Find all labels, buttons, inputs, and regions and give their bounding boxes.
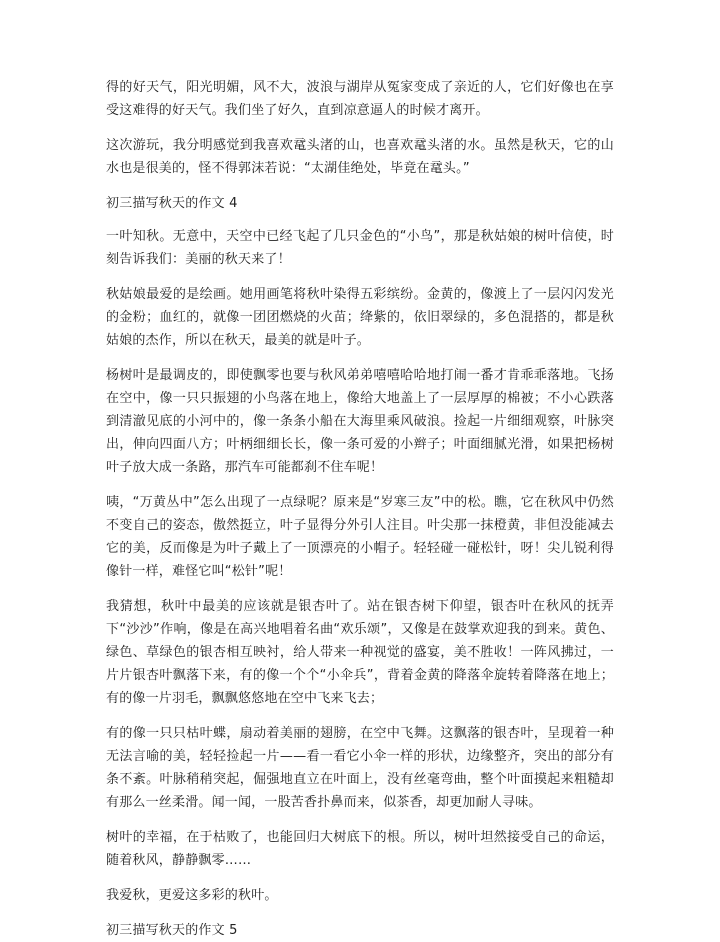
paragraph-lake-weather: 得的好天气，阳光明媚，风不大，波浪与湖岸从冤家变成了亲近的人，它们好像也在享受这难得的好天气。我们坐了好久，直到凉意逼人的时候才离开。 (106, 80, 614, 118)
paragraph-pine-needle: 咦，“万黄丛中”怎么出现了一点绿呢？原来是“岁寒三友”中的松。瞧，它在秋风中仍然不变自己的姿态，傲然挺立，叶子显得分外引人注目。叶尖那一抹橙黄，非但没能减去它的美，反而像是为叶子戴上了一顶漂亮的小帽子。轻轻碰一碰松针，呀！尖儿锐利得像针一样，难怪它叫“松针”呢！ (106, 495, 614, 579)
section-heading-essay-5: 初三描写秋天的作文 5 (106, 923, 238, 938)
paragraph-poplar-leaf: 杨树叶是最调皮的，即使飘零也要与秋风弟弟嘻嘻哈哈地打闹一番才肯乖乖落地。飞扬在空中，像一只只振翅的小鸟落在地上，像给大地盖上了一层厚厚的棉被；不小心跌落到清澈见底的小河中的，像一条条小船在大海里乘风破浪。捡起一片细细观察，叶脉突出，伸向四面八方；叶柄细细长长，像一条可爱的小辫子；叶面细腻光滑，如果把杨树叶子放大成一条路，那汽车可能都刹不住车呢！ (106, 368, 614, 475)
paragraph-ginkgo-detail: 有的像一只只枯叶蝶，扇动着美丽的翅膀，在空中飞舞。这飘落的银杏叶，呈现着一种无法言喻的美，轻轻捡起一片——看一看它小伞一样的形状，边缘整齐，突出的部分有条不紊。叶脉稍稍突起，倔强地直立在叶面上，没有丝毫弯曲，整个叶面摸起来粗糙却有那么一丝柔滑。闻一闻，一股苦香扑鼻而来，似茶香，却更加耐人寻味。 (106, 726, 614, 810)
paragraph-love-autumn: 我爱秋，更爱这多彩的秋叶。 (106, 888, 278, 903)
section-heading-essay-4: 初三描写秋天的作文 4 (106, 196, 238, 211)
paragraph-ginkgo-leaf: 我猜想，秋叶中最美的应该就是银杏叶了。站在银杏树下仰望，银杏叶在秋风的抚弄下“沙沙”作响，像是在高兴地唱着名曲“欢乐颂”，又像是在鼓掌欢迎我的到来。黄色、绿色、草绿色的银杏相互映衬，给人带来一种视觉的盛宴，美不胜收！一阵风拂过，一片片银杏叶飘落下来，有的像一个个“小伞兵”，背着金黄的降落伞旋转着降落在地上；有的像一片羽毛，飘飘悠悠地在空中飞来飞去； (106, 599, 614, 706)
paragraph-leaf-happiness: 树叶的幸福，在于枯败了，也能回归大树底下的根。所以，树叶坦然接受自己的命运，随着秋风，静静飘零…… (106, 830, 614, 868)
paragraph-yuantouzhu: 这次游玩，我分明感觉到我喜欢鼋头渚的山，也喜欢鼋头渚的水。虽然是秋天，它的山水也是很美的，怪不得郭沫若说：“太湖佳绝处，毕竟在鼋头。” (106, 138, 614, 176)
paragraph-painting: 秋姑娘最爱的是绘画。她用画笔将秋叶染得五彩缤纷。金黄的，像渡上了一层闪闪发光的金粉；血红的，就像一团团燃烧的火苗；绛紫的，依旧翠绿的，多色混搭的，都是秋姑娘的杰作，所以在秋天，最美的就是叶子。 (106, 287, 614, 348)
paragraph-autumn-intro: 一叶知秋。无意中，天空中已经飞起了几只金色的“小鸟”，那是秋姑娘的树叶信使，时刻告诉我们：美丽的秋天来了！ (106, 229, 614, 267)
